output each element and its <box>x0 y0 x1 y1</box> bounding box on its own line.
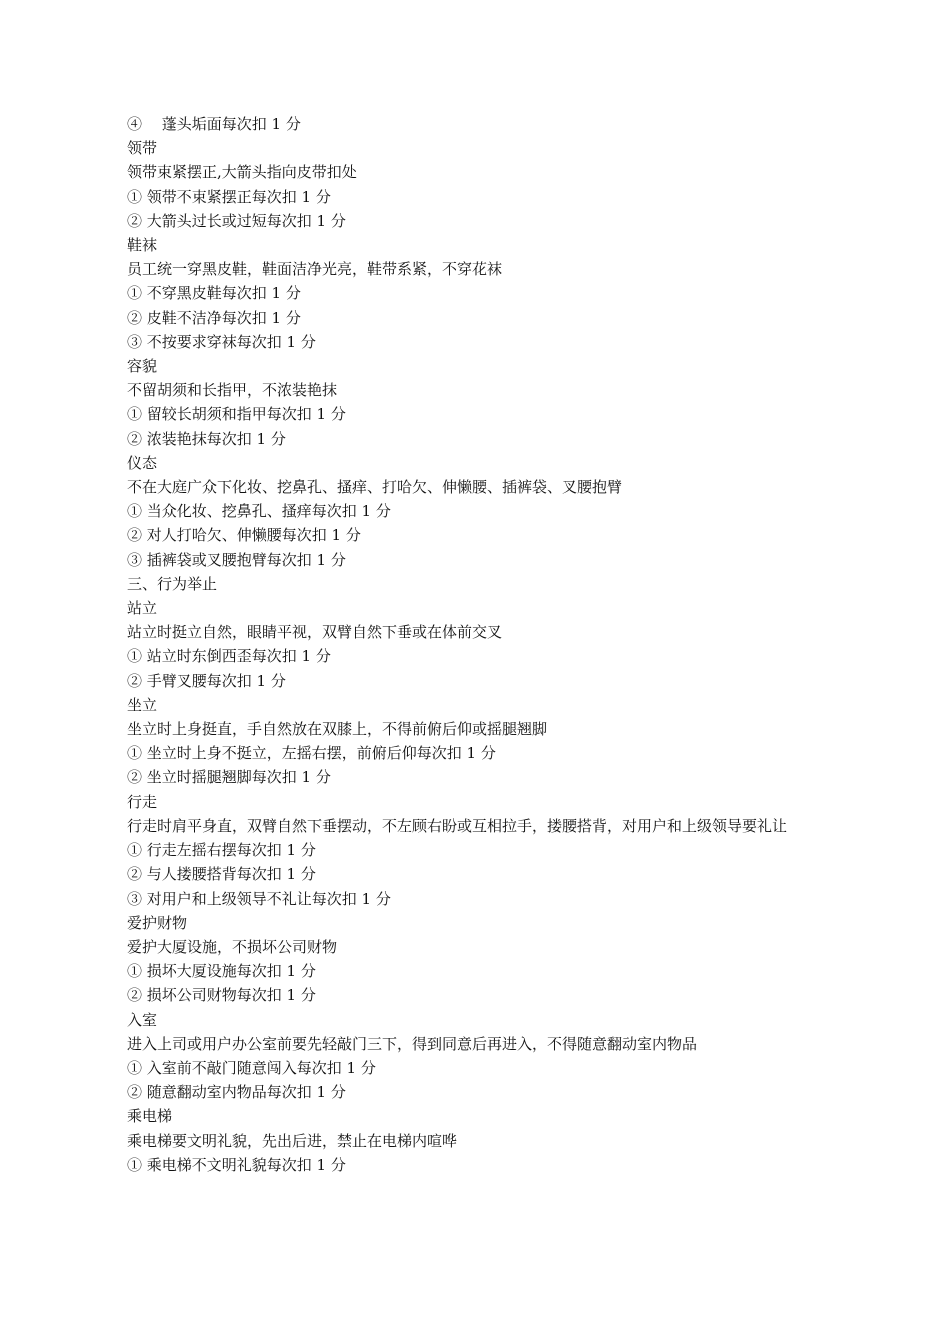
rule-item: ① 坐立时上身不挺立，左摇右摆，前俯后仰每次扣 1 分 <box>127 744 496 763</box>
rule-item: ① 留较长胡须和指甲每次扣 1 分 <box>127 405 346 424</box>
rule-description: 领带束紧摆正,大箭头指向皮带扣处 <box>127 163 357 182</box>
rule-description: 进入上司或用户办公室前要先轻敲门三下，得到同意后再进入，不得随意翻动室内物品 <box>127 1034 698 1053</box>
rule-item: ② 皮鞋不洁净每次扣 1 分 <box>127 308 301 327</box>
rule-item: ④ 蓬头垢面每次扣 1 分 <box>127 115 301 133</box>
rule-item: ② 损坏公司财物每次扣 1 分 <box>127 986 316 1005</box>
rule-item: ② 随意翻动室内物品每次扣 1 分 <box>127 1083 346 1102</box>
rule-item: ② 大箭头过长或过短每次扣 1 分 <box>127 211 346 230</box>
rule-item: ① 行走左摇右摆每次扣 1 分 <box>127 841 316 860</box>
section-heading: 坐立 <box>127 695 158 714</box>
rule-item: ① 站立时东倒西歪每次扣 1 分 <box>127 647 331 666</box>
rule-item: ① 当众化妆、挖鼻孔、搔痒每次扣 1 分 <box>127 502 391 521</box>
rule-item: ② 对人打哈欠、伸懒腰每次扣 1 分 <box>127 526 361 545</box>
section-heading: 容貌 <box>127 357 158 376</box>
chapter-heading: 三、行为举止 <box>127 574 218 593</box>
rule-description: 爱护大厦设施，不损坏公司财物 <box>127 937 338 956</box>
rule-description: 坐立时上身挺直，手自然放在双膝上，不得前俯后仰或摇腿翘脚 <box>127 720 548 739</box>
rule-description: 行走时肩平身直，双臂自然下垂摆动，不左顾右盼或互相拉手，搂腰搭背，对用户和上级领导要礼让 <box>127 816 788 835</box>
section-heading: 入室 <box>127 1010 158 1029</box>
rule-item: ② 与人搂腰搭背每次扣 1 分 <box>127 865 316 884</box>
section-heading: 乘电梯 <box>127 1107 173 1126</box>
rule-description: 站立时挺立自然，眼睛平视，双臂自然下垂或在体前交叉 <box>127 623 503 642</box>
document-body <box>89 112 869 1177</box>
rule-item: ① 损坏大厦设施每次扣 1 分 <box>127 962 316 981</box>
section-heading: 领带 <box>127 139 158 158</box>
rule-item: ① 领带不束紧摆正每次扣 1 分 <box>127 187 331 206</box>
rule-item: ① 不穿黑皮鞋每次扣 1 分 <box>127 284 301 303</box>
rule-item: ③ 插裤袋或叉腰抱臂每次扣 1 分 <box>127 550 346 569</box>
section-heading: 鞋袜 <box>127 236 158 255</box>
rule-item: ① 乘电梯不文明礼貌每次扣 1 分 <box>127 1155 346 1174</box>
rule-item: ① 入室前不敲门随意闯入每次扣 1 分 <box>127 1058 376 1077</box>
rule-description: 不留胡须和长指甲，不浓装艳抹 <box>127 381 338 400</box>
rule-item: ② 浓装艳抹每次扣 1 分 <box>127 429 286 448</box>
section-heading: 行走 <box>127 792 158 811</box>
rule-description: 不在大庭广众下化妆、挖鼻孔、搔痒、打哈欠、伸懒腰、插裤袋、叉腰抱臂 <box>127 478 623 497</box>
section-heading: 仪态 <box>127 453 158 472</box>
section-heading: 站立 <box>127 599 158 618</box>
rule-item: ③ 对用户和上级领导不礼让每次扣 1 分 <box>127 889 391 908</box>
rule-item: ③ 不按要求穿袜每次扣 1 分 <box>127 332 316 351</box>
rule-description: 乘电梯要文明礼貌，先出后进，禁止在电梯内喧哗 <box>127 1131 458 1150</box>
rule-item: ② 手臂叉腰每次扣 1 分 <box>127 671 286 690</box>
rule-description: 员工统一穿黑皮鞋，鞋面洁净光亮，鞋带系紧，不穿花袜 <box>127 260 503 279</box>
section-heading: 爱护财物 <box>127 913 188 932</box>
rule-item: ② 坐立时摇腿翘脚每次扣 1 分 <box>127 768 331 787</box>
